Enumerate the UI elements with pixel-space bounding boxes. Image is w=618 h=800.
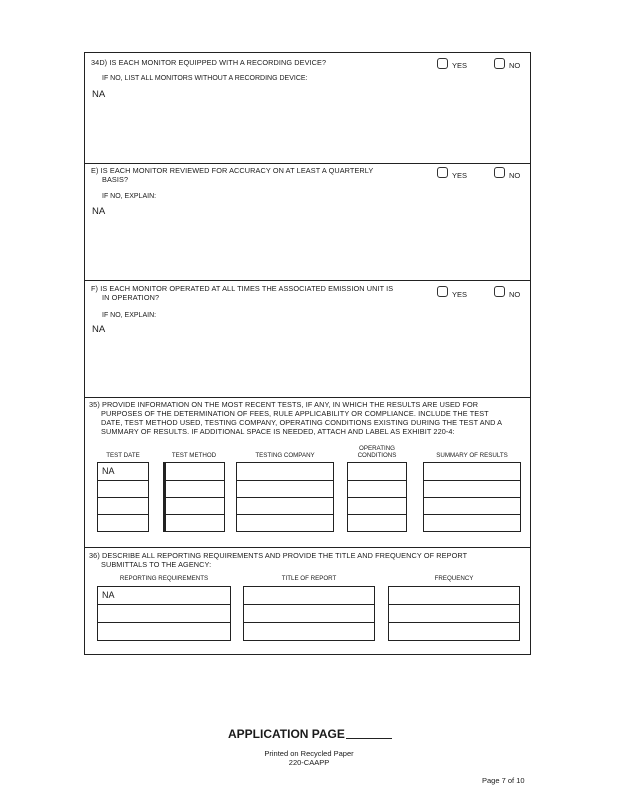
no-checkbox-34f[interactable] bbox=[494, 286, 505, 297]
test-date-column-box bbox=[97, 462, 149, 532]
table-cell[interactable] bbox=[244, 587, 374, 605]
section-36 bbox=[85, 547, 530, 656]
table-cell[interactable] bbox=[98, 515, 148, 533]
no-label-34e: NO bbox=[509, 171, 521, 180]
frequency-column-box bbox=[388, 586, 520, 641]
testing-company-column-box bbox=[236, 462, 334, 532]
table-cell[interactable] bbox=[237, 498, 333, 515]
table-cell[interactable] bbox=[166, 498, 224, 515]
followup-34d: IF NO, LIST ALL MONITORS WITHOUT A RECORDING DEVICE: bbox=[102, 75, 308, 82]
table-cell[interactable] bbox=[237, 515, 333, 533]
question-34e-line1: E) IS EACH MONITOR REVIEWED FOR ACCURACY ON AT LEAST A QUARTERLY bbox=[91, 166, 374, 175]
table-cell[interactable] bbox=[424, 515, 520, 533]
page-number-blank-line[interactable] bbox=[346, 738, 392, 739]
section-34e bbox=[85, 163, 530, 280]
yes-checkbox-34e[interactable] bbox=[437, 167, 448, 178]
table-cell[interactable] bbox=[348, 463, 406, 481]
table-cell[interactable] bbox=[424, 498, 520, 515]
column-testing-company: TESTING COMPANY bbox=[255, 452, 315, 459]
table-cell[interactable] bbox=[348, 481, 406, 498]
yes-label-34e: YES bbox=[452, 171, 468, 180]
form-code: 220-CAAPP bbox=[288, 758, 330, 767]
section-34d bbox=[85, 53, 530, 163]
question-35-line1: 35) PROVIDE INFORMATION ON THE MOST RECENT TESTS, IF ANY, IN WHICH THE RESULTS ARE USED FOR bbox=[89, 400, 479, 409]
table-cell[interactable] bbox=[98, 605, 230, 623]
question-35-line3: DATE, TEST METHOD USED, TESTING COMPANY, OPERATING CONDITIONS EXISTING DURING THE TEST AND A bbox=[101, 418, 503, 427]
table-cell[interactable] bbox=[98, 481, 148, 498]
table-cell[interactable] bbox=[389, 605, 519, 623]
table-cell[interactable] bbox=[98, 623, 230, 642]
table-cell[interactable] bbox=[166, 481, 224, 498]
answer-34d[interactable]: NA bbox=[92, 89, 106, 100]
table-cell[interactable] bbox=[166, 463, 224, 481]
application-form bbox=[84, 52, 531, 655]
reporting-requirements-column-box bbox=[97, 586, 231, 641]
table-cell[interactable] bbox=[98, 463, 148, 481]
no-label-34d: NO bbox=[509, 61, 521, 70]
application-page-title: APPLICATION PAGE bbox=[228, 727, 345, 741]
question-34f-line1: F) IS EACH MONITOR OPERATED AT ALL TIMES THE ASSOCIATED EMISSION UNIT IS bbox=[91, 284, 394, 293]
table-cell[interactable] bbox=[389, 587, 519, 605]
column-title-of-report: TITLE OF REPORT bbox=[281, 575, 337, 582]
table-cell[interactable] bbox=[237, 481, 333, 498]
test-date-value: NA bbox=[102, 466, 115, 476]
page-number: Page 7 of 10 bbox=[482, 776, 525, 785]
answer-34f[interactable]: NA bbox=[92, 324, 106, 335]
column-summary-of-results: SUMMARY OF RESULTS bbox=[436, 452, 508, 459]
question-36-line1: 36) DESCRIBE ALL REPORTING REQUIREMENTS AND PROVIDE THE TITLE AND FREQUENCY OF REPORT bbox=[89, 551, 468, 560]
question-34f-line2: IN OPERATION? bbox=[102, 293, 160, 302]
no-checkbox-34d[interactable] bbox=[494, 58, 505, 69]
question-35-line4: SUMMARY OF RESULTS. IF ADDITIONAL SPACE IS NEEDED, ATTACH AND LABEL AS EXHIBIT 220-4: bbox=[101, 427, 455, 436]
title-of-report-column-box bbox=[243, 586, 375, 641]
table-cell[interactable] bbox=[424, 481, 520, 498]
table-cell[interactable] bbox=[166, 515, 224, 533]
column-reporting-requirements: REPORTING REQUIREMENTS bbox=[119, 575, 209, 582]
summary-of-results-column-box bbox=[423, 462, 521, 532]
no-checkbox-34e[interactable] bbox=[494, 167, 505, 178]
table-cell[interactable] bbox=[348, 515, 406, 533]
table-cell[interactable] bbox=[98, 498, 148, 515]
section-34f bbox=[85, 280, 530, 397]
yes-checkbox-34f[interactable] bbox=[437, 286, 448, 297]
yes-checkbox-34d[interactable] bbox=[437, 58, 448, 69]
table-cell[interactable] bbox=[424, 463, 520, 481]
no-label-34f: NO bbox=[509, 290, 521, 299]
question-34d: 34D) IS EACH MONITOR EQUIPPED WITH A RECORDING DEVICE? bbox=[91, 58, 327, 67]
followup-34f: IF NO, EXPLAIN: bbox=[102, 312, 157, 319]
test-method-column-box bbox=[163, 462, 225, 532]
reporting-requirements-value: NA bbox=[102, 590, 115, 600]
followup-34e: IF NO, EXPLAIN: bbox=[102, 193, 157, 200]
operating-conditions-column-box bbox=[347, 462, 407, 532]
column-test-date: TEST DATE bbox=[106, 452, 140, 459]
yes-label-34f: YES bbox=[452, 290, 468, 299]
column-test-method: TEST METHOD bbox=[171, 452, 217, 459]
table-cell[interactable] bbox=[244, 623, 374, 642]
yes-label-34d: YES bbox=[452, 61, 468, 70]
table-cell[interactable] bbox=[98, 587, 230, 605]
printed-on-recycled-paper: Printed on Recycled Paper bbox=[264, 749, 354, 758]
question-35-line2: PURPOSES OF THE DETERMINATION OF FEES, RULE APPLICABILITY OR COMPLIANCE. INCLUDE THE TEST bbox=[101, 409, 489, 418]
column-operating-conditions: OPERATING CONDITIONS bbox=[357, 445, 397, 459]
table-cell[interactable] bbox=[389, 623, 519, 642]
column-frequency: FREQUENCY bbox=[434, 575, 474, 582]
table-cell[interactable] bbox=[244, 605, 374, 623]
question-36-line2: SUBMITTALS TO THE AGENCY: bbox=[101, 560, 212, 569]
answer-34e[interactable]: NA bbox=[92, 206, 106, 217]
section-35 bbox=[85, 397, 530, 547]
table-cell[interactable] bbox=[348, 498, 406, 515]
question-34e-line2: BASIS? bbox=[102, 175, 129, 184]
table-cell[interactable] bbox=[237, 463, 333, 481]
